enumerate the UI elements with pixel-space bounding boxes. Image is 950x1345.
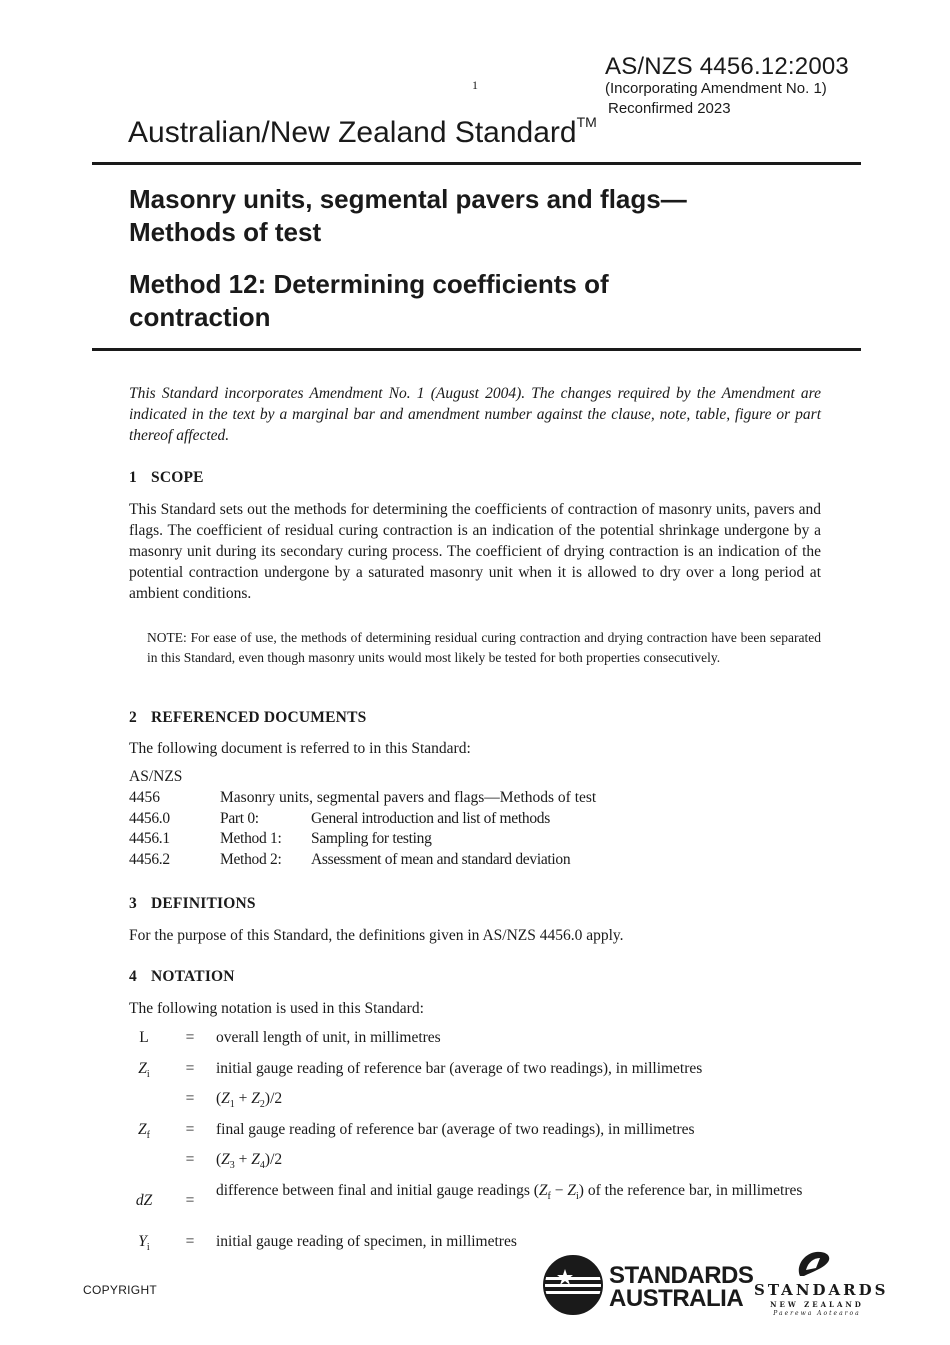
- standards-australia-emblem-icon: [543, 1255, 605, 1315]
- notation-intro: The following notation is used in this Standard:: [129, 1000, 424, 1017]
- equals-sign: =: [185, 1090, 195, 1107]
- standard-number: AS/NZS 4456.12:2003: [605, 53, 849, 80]
- snz-wordmark-line1: STANDARDS: [754, 1281, 889, 1299]
- notation-symbol: $Z_i$: [138, 1060, 150, 1080]
- equals-sign: =: [185, 1151, 195, 1168]
- method-title-line1: Method 12: Determining coefficients of: [129, 269, 609, 299]
- scope-note: NOTE: For ease of use, the methods of determining residual curing contraction and drying contraction have been separated in this Standard, even though masonry units would most likely be tested for both properties consecutively.: [147, 630, 821, 665]
- notation-formula: $(Z_3 + Z_4)/2$: [216, 1151, 283, 1171]
- standards-nz-emblem-icon: [794, 1250, 834, 1280]
- notation-symbol: L: [139, 1029, 149, 1046]
- notation-description: difference between final and initial gauge readings $(Z_f - Z_i)$ of the reference bar, in millimetres: [216, 1182, 803, 1202]
- section-heading-notation: 4 NOTATION: [129, 968, 235, 985]
- snz-wordmark-line2: NEW ZEALAND: [770, 1300, 864, 1309]
- notation-symbol: $Z_f$: [138, 1121, 150, 1141]
- notation-description: initial gauge reading of specimen, in millimetres: [216, 1233, 517, 1250]
- equals-sign: =: [185, 1029, 195, 1046]
- definitions-paragraph: For the purpose of this Standard, the definitions given in AS/NZS 4456.0 apply.: [129, 927, 624, 944]
- title-rule: [92, 348, 861, 351]
- publisher-title: Australian/New Zealand Standard™: [128, 114, 597, 149]
- standards-new-zealand-logo: [752, 1250, 889, 1320]
- references-intro: The following document is referred to in this Standard:: [129, 740, 471, 757]
- snz-wordmark-line3: Paerewa Aotearoa: [773, 1310, 861, 1317]
- scope-paragraph: This Standard sets out the methods for determining the coefficients of contraction of masonry units, pavers and flags. The coefficient of residual curing contraction is an indication of the potential shrinkage undergone by a masonry unit during its secondary curing process. The coefficient of drying contraction is an indication of the potential contraction undergone by a saturated masonry unit when it is allowed to dry over a long period at ambient conditions.: [129, 501, 821, 602]
- notation-description: final gauge reading of reference bar (average of two readings), in millimetres: [216, 1121, 695, 1138]
- section-heading-scope: 1 SCOPE: [129, 469, 204, 486]
- notation-symbol: dZ: [135, 1192, 153, 1209]
- top-rule: [92, 162, 861, 165]
- document-title-line1: Masonry units, segmental pavers and flags—: [129, 184, 687, 214]
- section-heading-definitions: 3 DEFINITIONS: [129, 895, 256, 912]
- copyright-label: COPYRIGHT: [83, 1283, 158, 1297]
- sa-wordmark-line1: STANDARDS: [609, 1262, 754, 1289]
- reconfirmed-label: Reconfirmed 2023: [608, 100, 731, 117]
- notation-formula: $(Z_1 + Z_2)/2$: [216, 1090, 283, 1110]
- sa-wordmark-line2: AUSTRALIA: [609, 1285, 744, 1312]
- equals-sign: =: [185, 1121, 195, 1138]
- amendment-note: This Standard incorporates Amendment No. 1 (August 2004). The changes required by the Amendment are indicated in the text by a marginal bar and amendment number against the clause, note, table, figure or part thereof affected.: [129, 385, 821, 444]
- section-heading-references: 2 REFERENCED DOCUMENTS: [129, 709, 367, 726]
- equals-sign: =: [185, 1192, 195, 1209]
- page-number: 1: [472, 78, 478, 92]
- method-title: [129, 268, 829, 334]
- standards-australia-logo: [543, 1255, 754, 1315]
- notation-symbol: $Y_i$: [138, 1233, 150, 1253]
- notation-description: initial gauge reading of reference bar (average of two readings), in millimetres: [216, 1060, 703, 1077]
- method-title-line2: contraction: [129, 302, 271, 332]
- document-title-line2: Methods of test: [129, 217, 322, 247]
- notation-description: overall length of unit, in millimetres: [216, 1029, 441, 1046]
- trademark: TM: [576, 114, 597, 130]
- equals-sign: =: [185, 1233, 195, 1250]
- document-title: [129, 183, 829, 249]
- amendment-label: (Incorporating Amendment No. 1): [605, 80, 827, 97]
- equals-sign: =: [185, 1060, 195, 1077]
- notation-row-dZ: [129, 1181, 829, 1223]
